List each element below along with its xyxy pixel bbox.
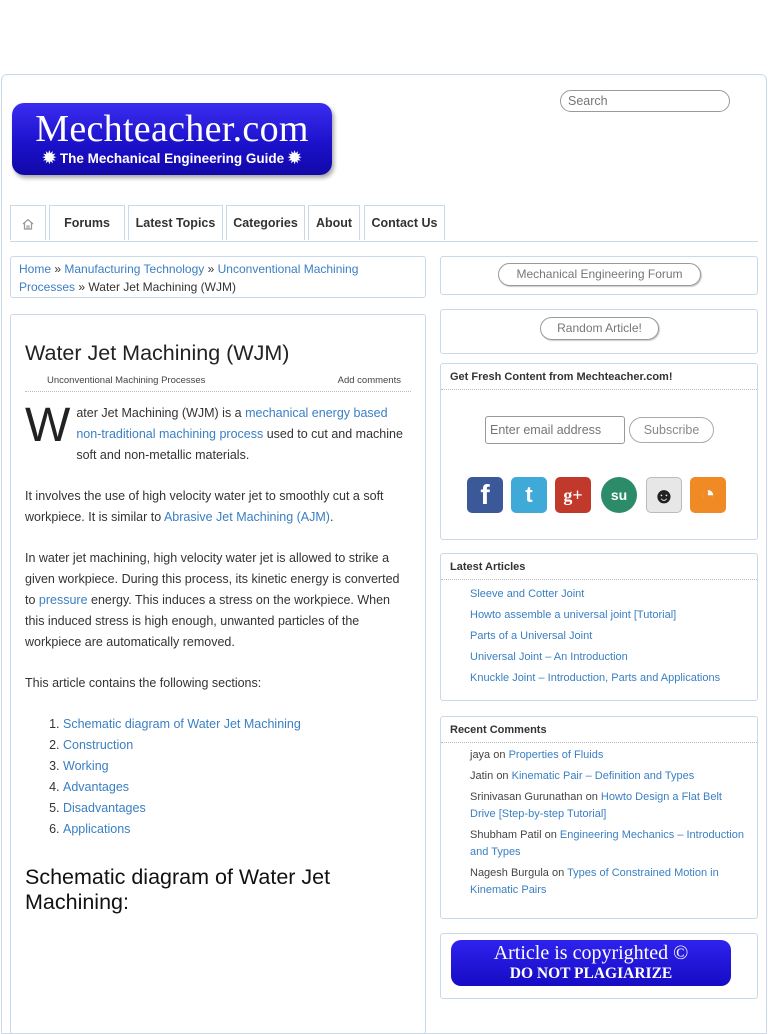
breadcrumb-home[interactable]: Home bbox=[19, 262, 52, 276]
text: It involves the use of high velocity water jet to smoothly cut a soft workpiece. It is similar to bbox=[25, 489, 384, 524]
comment-author: Jatin bbox=[470, 770, 494, 782]
inline-link[interactable]: pressure bbox=[38, 593, 88, 607]
logo-subtitle bbox=[12, 151, 332, 167]
comment-author: jaya bbox=[470, 749, 491, 761]
toc-link[interactable]: Advantages bbox=[63, 780, 130, 794]
copyright-banner bbox=[451, 940, 731, 986]
breadcrumb-sep: » bbox=[207, 262, 215, 276]
text: ater Jet Machining (WJM) is a bbox=[76, 406, 246, 420]
nav-home[interactable] bbox=[10, 205, 46, 240]
comment-post-link[interactable]: Kinematic Pair – Definition and Types bbox=[511, 770, 695, 782]
drop-cap: W bbox=[25, 399, 71, 452]
article-link[interactable]: Universal Joint – An Introduction bbox=[470, 651, 628, 663]
toc-link[interactable]: Disadvantages bbox=[63, 801, 146, 815]
section-heading: Schematic diagram of Water Jet Machining: bbox=[25, 865, 331, 914]
toc-item bbox=[63, 714, 411, 735]
random-article-button[interactable]: Random Article! bbox=[540, 317, 659, 340]
twitter-icon[interactable]: t bbox=[511, 477, 547, 513]
star-icon: ✹ bbox=[42, 150, 57, 167]
list-item bbox=[470, 827, 750, 861]
list-item bbox=[470, 747, 750, 764]
google-plus-icon[interactable]: g+ bbox=[555, 477, 591, 513]
latest-articles-list bbox=[470, 584, 750, 689]
paragraph: This article contains the following sections: bbox=[25, 676, 262, 690]
stumbleupon-icon[interactable]: su bbox=[601, 477, 637, 513]
article bbox=[10, 314, 426, 1034]
paragraph bbox=[25, 548, 411, 653]
rss-icon[interactable]: ◔ bbox=[690, 477, 726, 513]
random-widget bbox=[440, 309, 758, 354]
article-link[interactable]: Howto assemble a universal joint [Tutorial] bbox=[470, 609, 677, 621]
comment-author: Srinivasan Gurunathan bbox=[470, 791, 583, 803]
breadcrumb-manufacturing[interactable]: Manufacturing Technology bbox=[64, 262, 205, 276]
latest-articles-widget bbox=[440, 553, 758, 701]
recent-comments-widget bbox=[440, 716, 758, 919]
forum-widget bbox=[440, 256, 758, 295]
list-item bbox=[470, 626, 750, 647]
copyright-widget bbox=[440, 933, 758, 999]
list-item bbox=[470, 584, 750, 605]
breadcrumb-sep: » bbox=[54, 262, 62, 276]
nav-latest-topics[interactable]: Latest Topics bbox=[128, 205, 223, 240]
toc-item bbox=[63, 798, 411, 819]
main-nav bbox=[10, 205, 758, 242]
article-link[interactable]: Knuckle Joint – Introduction, Parts and Applications bbox=[470, 672, 721, 684]
subscribe-button[interactable]: Subscribe bbox=[629, 417, 714, 443]
list-item bbox=[470, 668, 750, 689]
home-icon bbox=[21, 217, 35, 231]
paragraph bbox=[25, 399, 411, 466]
nav-about[interactable]: About bbox=[308, 205, 360, 240]
text: used to cut and machine soft and non-metallic materials. bbox=[76, 427, 403, 462]
copyright-line1: Article is copyrighted © bbox=[493, 942, 689, 964]
comment-author: Nagesh Burgula bbox=[470, 867, 549, 879]
text: on bbox=[496, 770, 509, 782]
forum-button[interactable]: Mechanical Engineering Forum bbox=[498, 263, 701, 286]
copyright-line2: DO NOT PLAGIARIZE bbox=[509, 965, 673, 982]
list-item bbox=[470, 865, 750, 899]
toc-item bbox=[63, 735, 411, 756]
nav-forums[interactable]: Forums bbox=[49, 205, 125, 240]
article-category[interactable]: Unconventional Machining Processes bbox=[47, 375, 206, 386]
text: on bbox=[585, 791, 598, 803]
toc-list bbox=[25, 714, 411, 840]
logo-title: Mechteacher.com bbox=[35, 108, 309, 150]
text: on bbox=[493, 749, 506, 761]
email-field[interactable] bbox=[485, 416, 625, 444]
text: energy. This induces a stress on the workpiece. When this induced stress is high enough, unwanted particles of the workpiece are automatically removed. bbox=[25, 593, 391, 649]
list-item bbox=[470, 647, 750, 668]
site-logo[interactable] bbox=[12, 103, 332, 175]
paragraph bbox=[25, 486, 411, 528]
page-title: Water Jet Machining (WJM) bbox=[25, 341, 290, 365]
breadcrumb-current: Water Jet Machining (WJM) bbox=[88, 280, 236, 294]
toc-link[interactable]: Construction bbox=[63, 738, 134, 752]
article-meta bbox=[25, 369, 411, 392]
text: on bbox=[544, 829, 557, 841]
list-item bbox=[470, 768, 750, 785]
article-body bbox=[25, 399, 411, 840]
widget-heading: Get Fresh Content from Mechteacher.com! bbox=[441, 364, 757, 390]
widget-heading: Latest Articles bbox=[441, 554, 757, 580]
breadcrumb-unconventional[interactable]: Unconventional Machining Processes bbox=[19, 262, 359, 294]
subscribe-widget bbox=[440, 363, 758, 540]
comment-author: Shubham Patil bbox=[470, 829, 542, 841]
reddit-icon[interactable]: ☻ bbox=[646, 477, 682, 513]
inline-link[interactable]: Abrasive Jet Machining (AJM) bbox=[163, 510, 330, 524]
toc-link[interactable]: Schematic diagram of Water Jet Machining bbox=[63, 717, 301, 731]
text: on bbox=[551, 867, 565, 879]
toc-link[interactable]: Working bbox=[63, 759, 109, 773]
toc-item bbox=[63, 819, 411, 840]
widget-heading: Recent Comments bbox=[441, 717, 757, 743]
facebook-icon[interactable]: f bbox=[467, 477, 503, 513]
nav-categories[interactable]: Categories bbox=[226, 205, 305, 240]
breadcrumb bbox=[10, 256, 426, 298]
logo-subtitle-text: The Mechanical Engineering Guide bbox=[59, 151, 285, 166]
toc-link[interactable]: Applications bbox=[63, 822, 131, 836]
list-item bbox=[470, 789, 750, 823]
comment-post-link[interactable]: Types of Constrained Motion in Kinematic Pairs bbox=[470, 867, 719, 896]
inline-link[interactable]: mechanical energy based non-traditional machining process bbox=[76, 406, 388, 441]
comment-post-link[interactable]: Properties of Fluids bbox=[508, 749, 604, 761]
breadcrumb-sep: » bbox=[78, 280, 86, 294]
add-comments-link[interactable]: Add comments bbox=[337, 375, 401, 386]
toc-item bbox=[63, 777, 411, 798]
text: In water jet machining, high velocity water jet is allowed to strike a given workpiece. During this process, its kinetic energy is converted to bbox=[25, 551, 400, 607]
search-input[interactable] bbox=[560, 90, 730, 112]
comment-post-link[interactable]: Howto Design a Flat Belt Drive [Step-by-step Tutorial] bbox=[470, 791, 722, 820]
article-link[interactable]: Parts of a Universal Joint bbox=[470, 630, 593, 642]
comment-post-link[interactable]: Engineering Mechanics – Introduction and Types bbox=[470, 829, 744, 858]
star-icon: ✹ bbox=[287, 150, 302, 167]
recent-comments-list bbox=[470, 747, 750, 903]
text: . bbox=[329, 510, 334, 524]
toc-item bbox=[63, 756, 411, 777]
article-link[interactable]: Sleeve and Cotter Joint bbox=[470, 588, 585, 600]
nav-contact-us[interactable]: Contact Us bbox=[364, 205, 445, 240]
list-item bbox=[470, 605, 750, 626]
